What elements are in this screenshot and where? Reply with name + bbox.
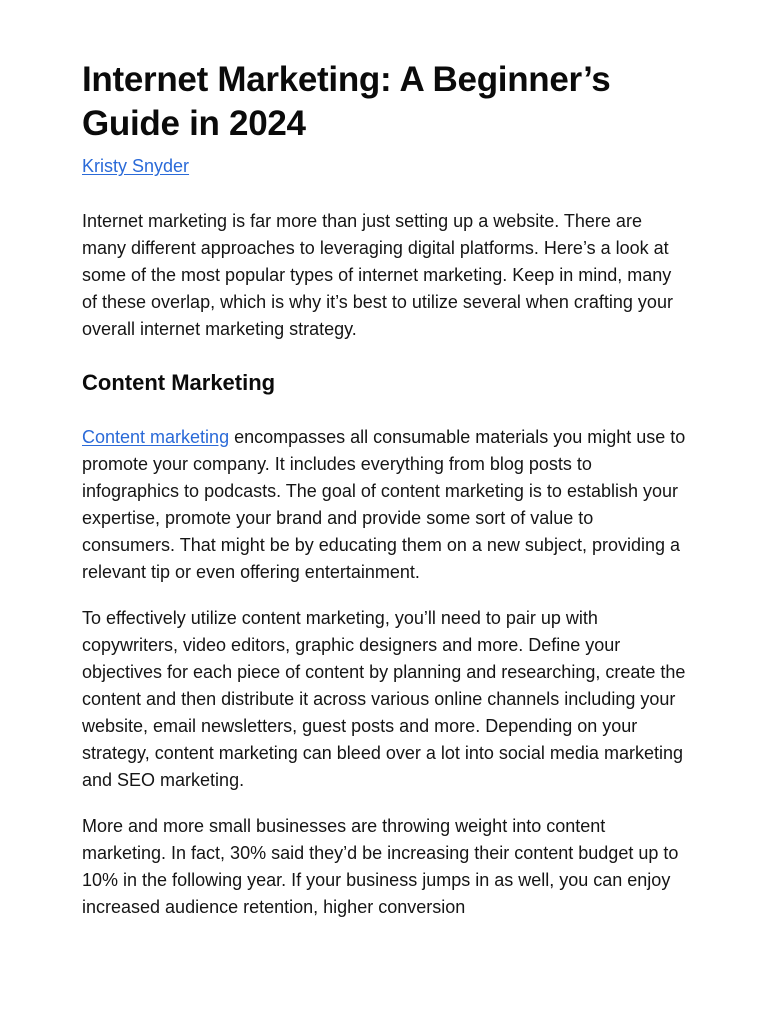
intro-paragraph: Internet marketing is far more than just setting up a website. There are many different approaches to leveraging digital platforms. Here’s a look at some of the most popular types of internet marketing. Keep in mind, many of these overlap, which is why it’s best to utilize several when crafting your overall internet marketing strategy. <box>82 211 673 339</box>
section-body <box>82 424 686 921</box>
section-heading: Content Marketing <box>82 370 276 395</box>
content-marketing-link[interactable]: Content marketing <box>82 427 230 447</box>
content-paragraph-3: More and more small businesses are throwing weight into content marketing. In fact, 30% said they’d be increasing their content budget up to 10% in the following year. If your business jumps in as well, you can enjoy increased audience retention, higher conversion <box>82 816 679 917</box>
content-paragraph-1 <box>82 424 686 586</box>
article-title: Internet Marketing: A Beginner’s Guide in 2024 <box>82 60 611 143</box>
content-paragraph-1-text: encompasses all consumable materials you might use to promote your company. It includes everything from blog posts to infographics to podcasts. The goal of content marketing is to establish your expertise, promote your brand and provide some sort of value to consumers. That might be by educating them on a new subject, providing a relevant tip or even offering entertainment. <box>82 427 686 582</box>
content-paragraph-2: To effectively utilize content marketing, you’ll need to pair up with copywriters, video editors, graphic designers and more. Define your objectives for each piece of content by planning and researching, create the content and then distribute it across various online channels including your website, email newsletters, guest posts and more. Depending on your strategy, content marketing can bleed over a lot into social media marketing and SEO marketing. <box>82 608 686 790</box>
author-link[interactable]: Kristy Snyder <box>82 156 190 176</box>
